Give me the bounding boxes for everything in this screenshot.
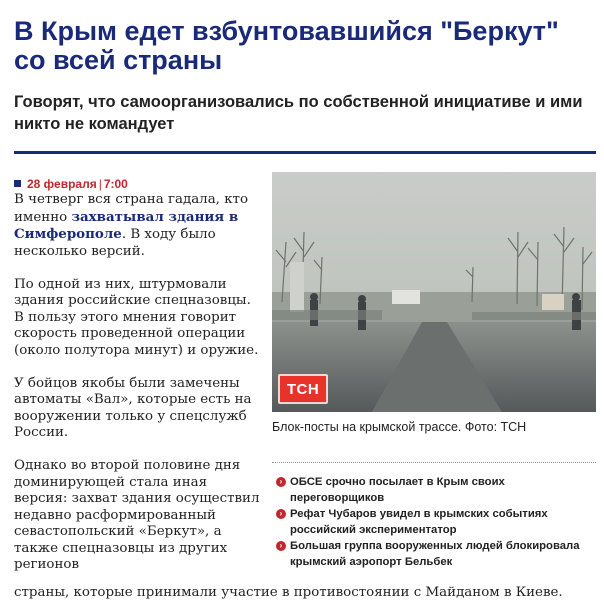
article-photo[interactable] — [272, 172, 596, 412]
arrow-bullet-icon: › — [276, 509, 286, 519]
arrow-bullet-icon: › — [276, 477, 286, 487]
paragraph-4: Однако во второй половине дня доминирующей стала иная версия: захват здания осуществил недавно расформированный севастопольский «Беркут», а также спецназовцы из других регионов — [14, 458, 260, 572]
simferopol-link[interactable]: захватывал здания в Симферополе — [14, 208, 239, 242]
tsn-logo: ТСН — [278, 374, 328, 404]
photo-caption: Блок-посты на крымской трассе. Фото: ТСН — [272, 420, 527, 434]
divider — [14, 151, 596, 154]
related-links — [276, 474, 594, 570]
lead-text: Говорят, что самоорганизовались по собственной инициативе и ими никто не командует — [14, 93, 583, 133]
related-item[interactable]: › Рефат Чубаров увидел в крымских событиях российский экспериментатор — [276, 506, 594, 538]
paragraph-2: По одной из них, штурмовали здания российские спецназовцы. В пользу этого мнения говорит скорость проведенной операции (около полутора минут) и оружие. — [14, 276, 259, 358]
related-divider — [272, 462, 596, 464]
paragraph-4-continuation: страны, которые принимали участие в противостоянии с Майданом в Киеве. — [14, 585, 563, 600]
arrow-bullet-icon: › — [276, 541, 286, 551]
meta-separator: | — [98, 177, 102, 191]
article-meta — [14, 177, 128, 191]
related-item[interactable]: › Большая группа вооруженных людей блокировала крымский аэропорт Бельбек — [276, 538, 594, 570]
article-body — [14, 192, 264, 590]
paragraph-1: В четверг вся страна гадала, кто именно захватывал здания в Симферополе. В ходу было несколько версий. — [14, 192, 249, 259]
headline: В Крым едет взбунтовавшийся "Беркут" со всей страны — [14, 16, 559, 75]
square-bullet-icon — [14, 180, 21, 187]
article-date: 28 февраля — [27, 177, 97, 191]
article-time: 7:00 — [103, 177, 128, 191]
related-item[interactable]: › ОБСЕ срочно посылает в Крым своих переговорщиков — [276, 474, 594, 506]
paragraph-3: У бойцов якобы были замечены автоматы «Вал», которые есть на вооружении только у спецслужб России. — [14, 375, 252, 440]
